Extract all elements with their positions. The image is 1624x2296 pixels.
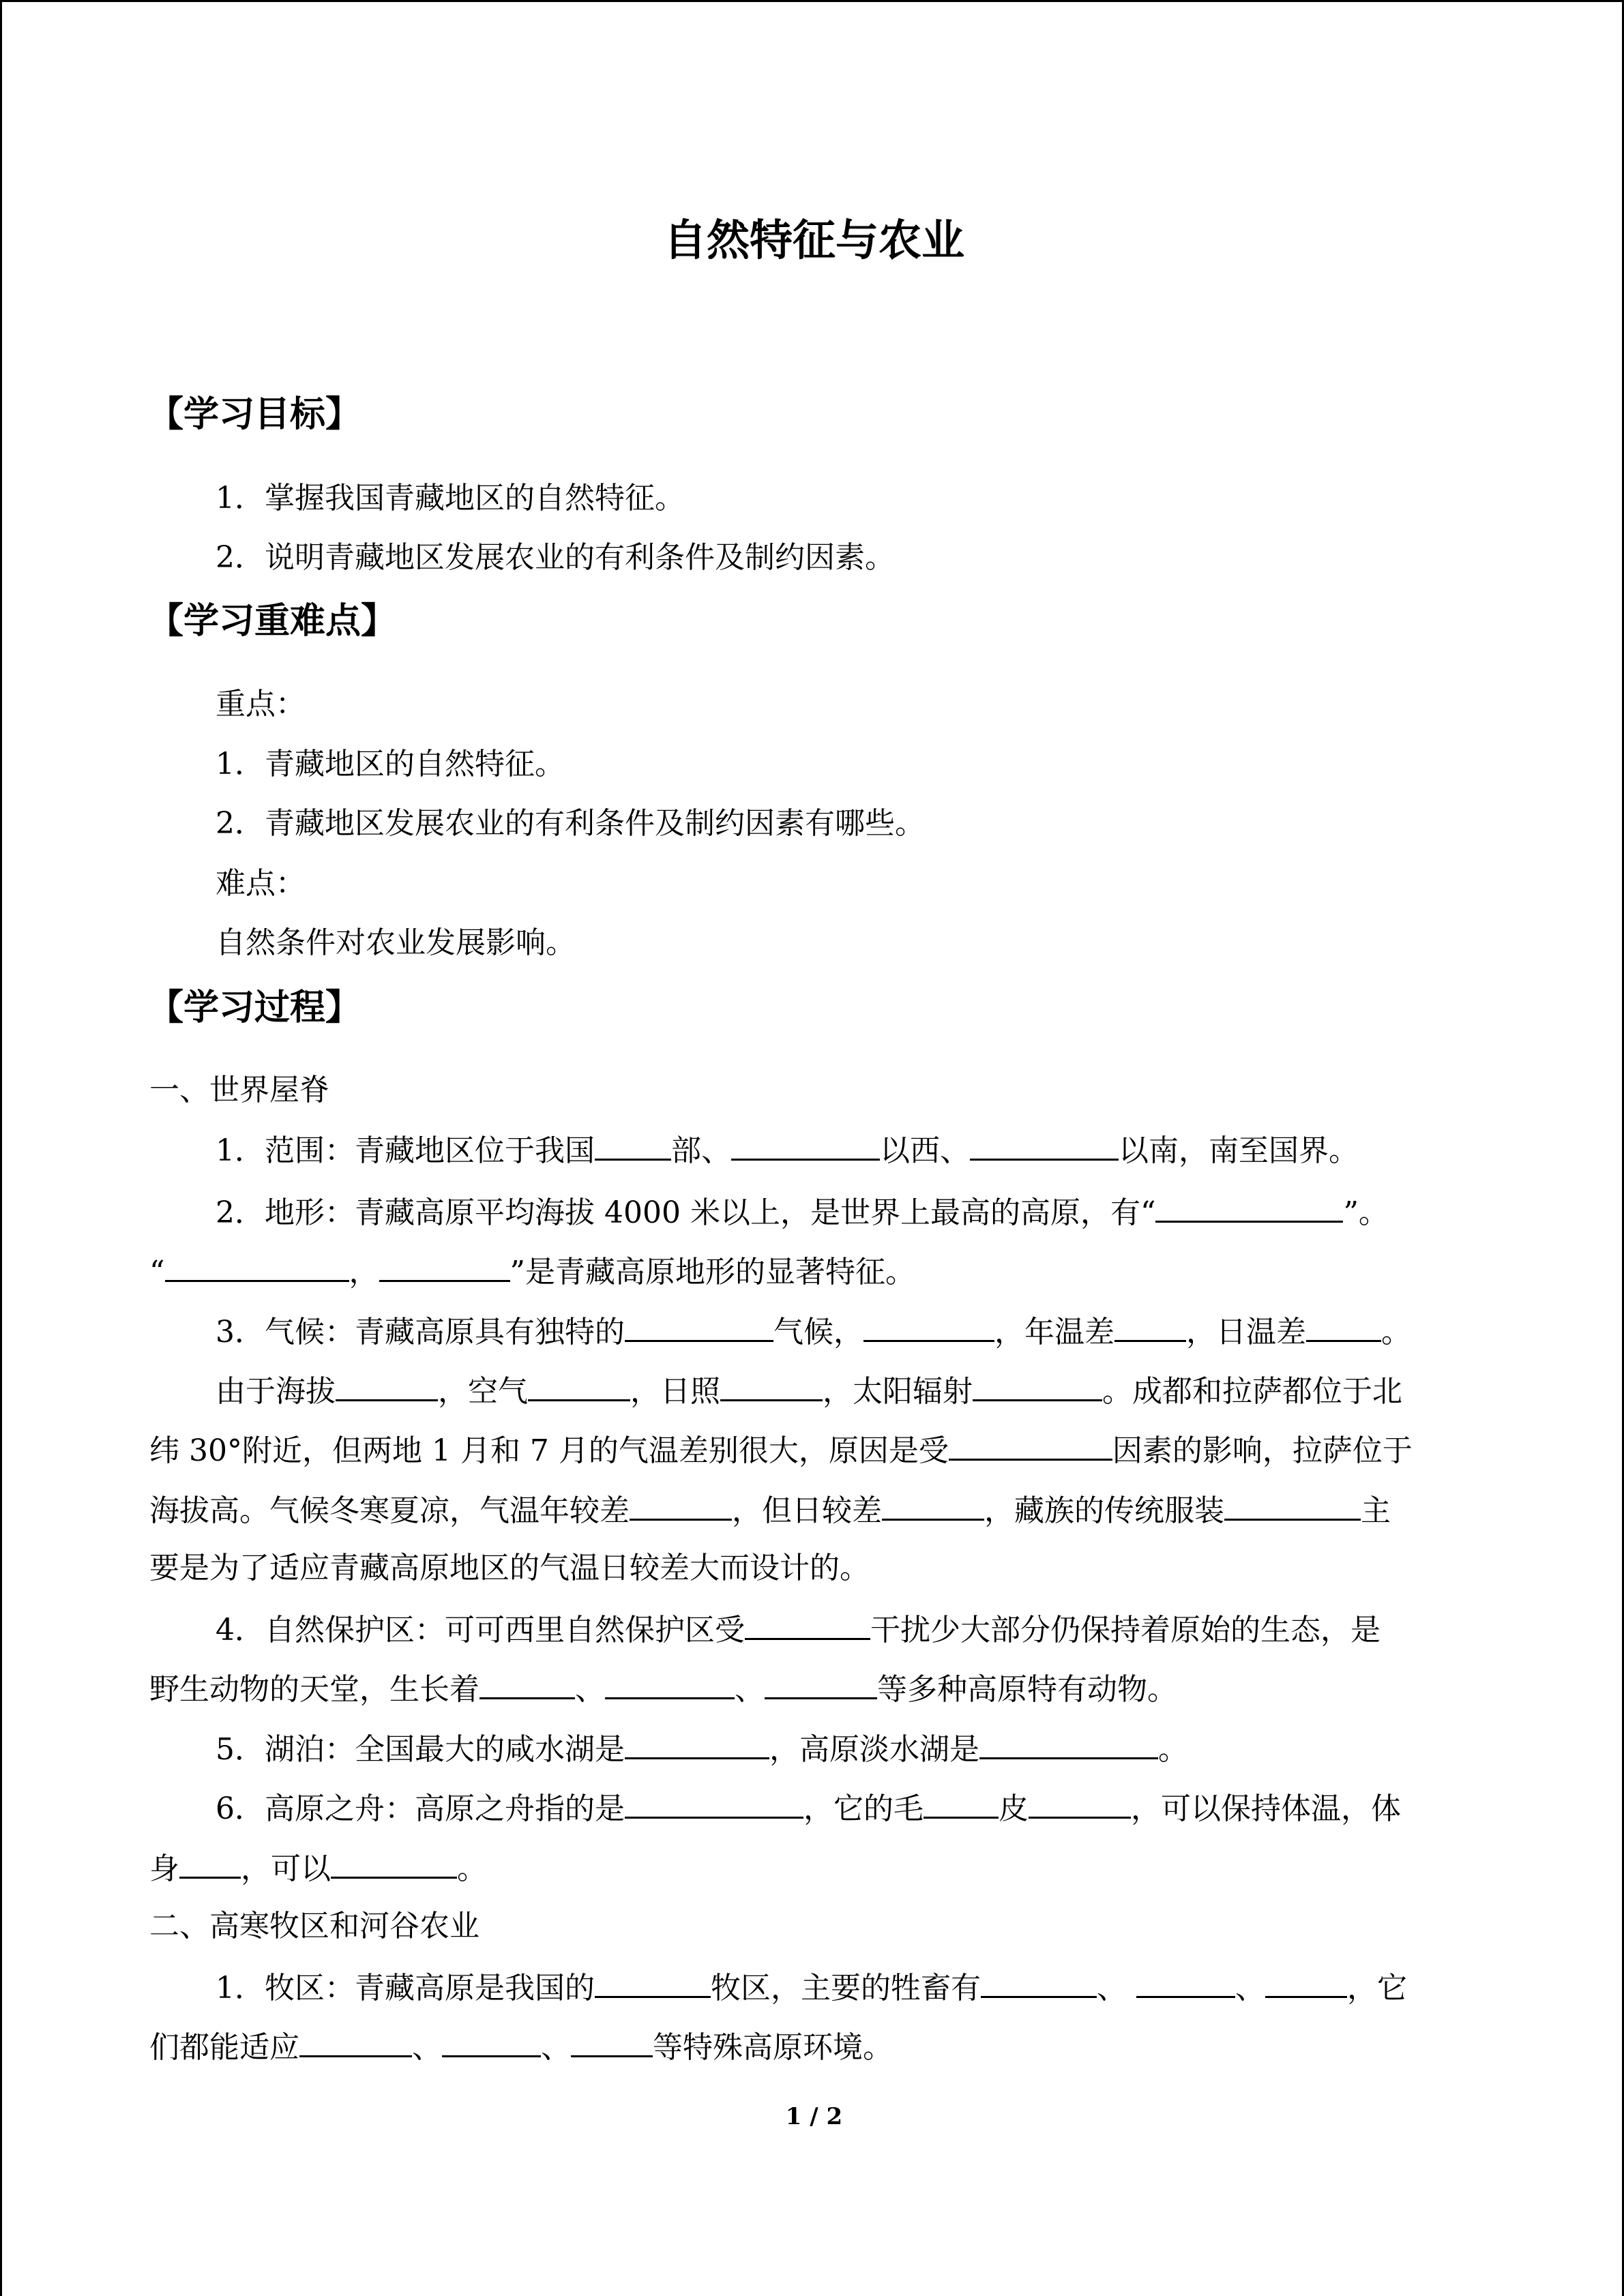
blank-daily-temp-range[interactable] — [1306, 1310, 1381, 1342]
blank-can-do[interactable] — [331, 1847, 457, 1879]
heading-objectives: 【学习目标】 — [148, 394, 361, 435]
blank-range-direction[interactable] — [595, 1129, 671, 1161]
climate-line-a: 3．气候：青藏高原具有独特的 气候， ，年温差 ，日温差 。 — [216, 1310, 1546, 1353]
blank-livestock-2[interactable] — [1136, 1966, 1235, 1998]
blank-climate-type[interactable] — [625, 1310, 773, 1342]
page-title: 自然特征与农业 — [664, 215, 964, 265]
blank-livestock-3[interactable] — [1265, 1966, 1347, 1998]
blank-livestock-1[interactable] — [981, 1966, 1097, 1998]
blank-animal-2[interactable] — [605, 1667, 735, 1699]
terrain-line-a: 2．地形：青藏高原平均海拔 4000 米以上，是世界上最高的高原，有“ ”。 — [216, 1191, 1546, 1234]
focus-label: 重点： — [216, 687, 306, 721]
blank-daily-range[interactable] — [882, 1489, 984, 1521]
difficulty-label: 难点： — [216, 866, 306, 901]
blank-sunshine[interactable] — [720, 1369, 823, 1401]
blank-skin[interactable] — [1029, 1787, 1131, 1819]
section-2-title: 二、高寒牧区和河谷农业 — [149, 1909, 479, 1943]
terrain-line-b: “ ， ”是青藏高原地形的显著特征。 — [149, 1250, 1479, 1293]
blank-terrain-feature-2[interactable] — [379, 1250, 510, 1282]
heading-key-points: 【学习重难点】 — [148, 601, 397, 642]
objective-2: 2．说明青藏地区发展农业的有利条件及制约因素。 — [216, 540, 895, 575]
section-1-title: 一、世界屋脊 — [149, 1073, 329, 1107]
pasture-line-a: 1．牧区：青藏高原是我国的 牧区，主要的牲畜有 、 、 ，它 — [216, 1966, 1546, 2009]
blank-annual-temp-range[interactable] — [1114, 1310, 1186, 1342]
blank-animal-1[interactable] — [479, 1667, 575, 1699]
blank-annual-range[interactable] — [630, 1489, 732, 1521]
blank-environment-2[interactable] — [442, 2025, 541, 2057]
blank-pasture-type[interactable] — [595, 1966, 711, 1998]
yak-line-b: 身 ，可以 。 — [149, 1847, 1479, 1890]
blank-fur[interactable] — [924, 1787, 999, 1819]
blank-plateau-boat[interactable] — [625, 1787, 803, 1819]
blank-body[interactable] — [179, 1847, 241, 1879]
blank-environment-1[interactable] — [299, 2025, 412, 2057]
blank-reserve-interference[interactable] — [745, 1608, 870, 1640]
blank-salt-lake[interactable] — [625, 1727, 769, 1759]
blank-climate-factor[interactable] — [949, 1429, 1112, 1461]
climate-line-e: 要是为了适应青藏高原地区的气温日较差大而设计的。 — [149, 1551, 870, 1585]
reserve-line-b: 野生动物的天堂，生长着 、 、 等多种高原特有动物。 — [149, 1667, 1479, 1710]
blank-terrain-title[interactable] — [1155, 1191, 1343, 1223]
yak-line-a: 6．高原之舟：高原之舟指的是 ，它的毛 皮 ，可以保持体温，体 — [216, 1787, 1546, 1830]
blank-traditional-clothing[interactable] — [1224, 1489, 1361, 1521]
climate-line-c: 纬 30°附近，但两地 1 月和 7 月的气温差别很大，原因是受 因素的影响，拉萨位于 — [149, 1429, 1479, 1472]
heading-process: 【学习过程】 — [148, 987, 361, 1028]
climate-line-d: 海拔高。气候冬寒夏凉，气温年较差 ，但日较差 ，藏族的传统服装 主 — [149, 1489, 1479, 1532]
page-number: 1 / 2 — [785, 2103, 843, 2130]
blank-solar-radiation[interactable] — [973, 1369, 1102, 1401]
blank-climate-feature[interactable] — [863, 1310, 994, 1342]
lakes-line: 5．湖泊：全国最大的咸水湖是 ，高原淡水湖是 。 — [216, 1727, 1546, 1770]
blank-terrain-feature-1[interactable] — [165, 1250, 349, 1282]
difficulty-item-1: 自然条件对农业发展影响。 — [216, 925, 576, 960]
focus-item-1: 1．青藏地区的自然特征。 — [216, 747, 565, 781]
climate-line-b: 由于海拔 ，空气 ，日照 ，太阳辐射 。成都和拉萨都位于北 — [216, 1369, 1546, 1412]
blank-freshwater-lake[interactable] — [979, 1727, 1158, 1759]
blank-range-west-of[interactable] — [731, 1129, 880, 1161]
objective-1: 1．掌握我国青藏地区的自然特征。 — [216, 481, 685, 516]
range-line: 1．范围：青藏地区位于我国 部、 以西、 以南，南至国界。 — [216, 1129, 1546, 1172]
blank-altitude[interactable] — [336, 1369, 438, 1401]
blank-range-south-of[interactable] — [970, 1129, 1119, 1161]
blank-animal-3[interactable] — [765, 1667, 877, 1699]
blank-air[interactable] — [528, 1369, 630, 1401]
blank-environment-3[interactable] — [571, 2025, 653, 2057]
pasture-line-b: 们都能适应 、 、 等特殊高原环境。 — [149, 2025, 1479, 2068]
focus-item-2: 2．青藏地区发展农业的有利条件及制约因素有哪些。 — [216, 806, 925, 841]
reserve-line-a: 4．自然保护区：可可西里自然保护区受 干扰少大部分仍保持着原始的生态，是 — [216, 1608, 1546, 1651]
